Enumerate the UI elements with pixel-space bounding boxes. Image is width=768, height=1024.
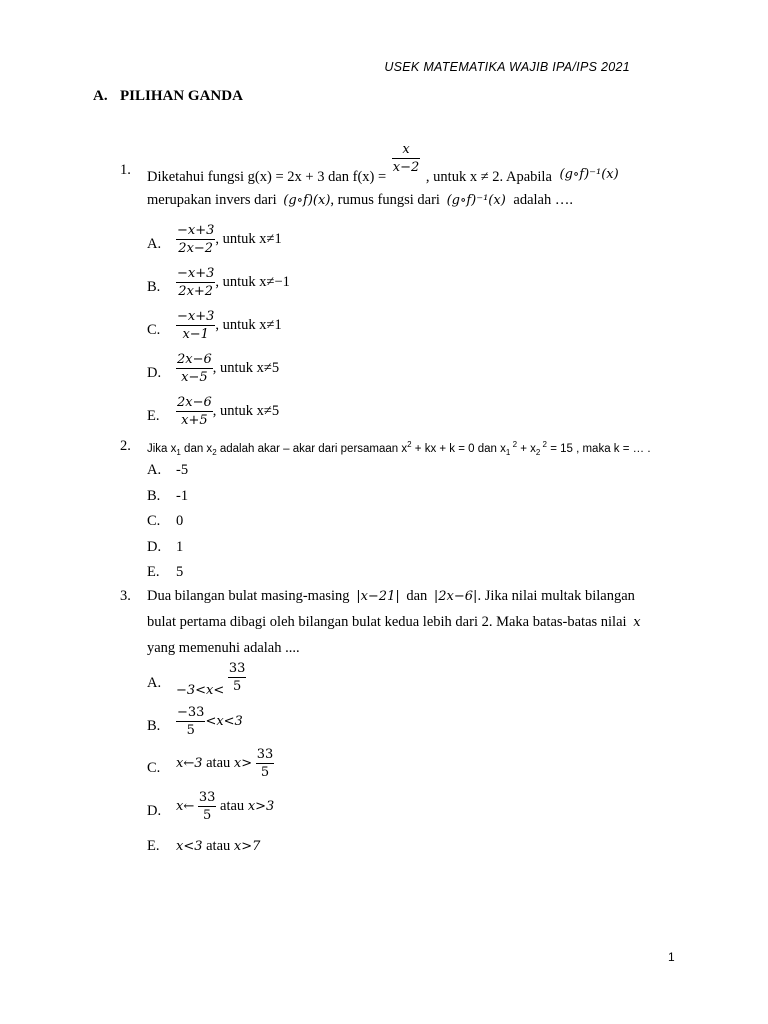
option-d-expr-2: x>3	[247, 798, 275, 814]
question-1	[0, 138, 768, 428]
option-c-expr-2: x>	[233, 755, 253, 771]
option-tail: , untuk x≠−1	[215, 273, 290, 290]
option-label: D.	[147, 365, 162, 381]
question-1-line-2	[147, 192, 573, 209]
abs-expr-1: |x−21|	[356, 589, 400, 604]
option-a-den: 5	[233, 679, 242, 694]
option-e-expr-1: x<3	[176, 839, 203, 854]
abs-expr-2: |2x−6|	[433, 589, 478, 604]
option-numerator: 2x−6	[177, 395, 212, 410]
question-number: 2.	[120, 438, 131, 454]
option-fraction	[176, 310, 215, 341]
question-3	[0, 588, 768, 868]
option-d[interactable]	[176, 791, 274, 822]
option-d-expr-1: x←	[176, 798, 195, 814]
option-fraction	[176, 267, 215, 298]
option-c-expr-1: x←3	[176, 755, 203, 771]
section-letter: A.	[93, 88, 108, 104]
q2-sub-2: 2	[212, 448, 217, 458]
option-denominator: 2x+2	[178, 284, 214, 299]
option-label: C.	[147, 513, 161, 529]
option-c-fraction	[256, 748, 275, 779]
option-d[interactable]	[176, 353, 279, 384]
q3-line-1a: Dua bilangan bulat masing-masing	[147, 588, 350, 604]
q2-sub-1: 1	[176, 448, 181, 458]
option-tail: , untuk x≠5	[212, 359, 280, 376]
option-b[interactable]	[176, 706, 243, 737]
q2-text-e: + x	[517, 442, 536, 455]
option-e[interactable]	[176, 838, 260, 855]
q2-text-c: adalah akar – akar dari persamaan x	[216, 442, 408, 455]
q2-text-a: Jika x	[147, 442, 177, 455]
page-number: 1	[668, 950, 675, 964]
option-numerator: −x+3	[177, 266, 215, 281]
question-2-text	[147, 440, 651, 457]
option-d-atau: atau	[216, 797, 248, 814]
section-title	[93, 88, 243, 105]
f-numerator: x	[392, 143, 421, 159]
question-number: 1.	[120, 162, 131, 178]
option-tail: , untuk x≠5	[212, 402, 280, 419]
option-a[interactable]	[176, 661, 246, 698]
option-a-fraction	[228, 662, 247, 693]
question-1-line-2b: , rumus fungsi dari	[330, 192, 440, 208]
question-2	[0, 438, 768, 583]
section-name: PILIHAN GANDA	[120, 88, 243, 104]
option-a-num: 33	[228, 661, 246, 676]
q2-text-d: + kx + k = 0 dan x	[411, 442, 506, 455]
composition: (g∘f)(x)	[283, 193, 331, 208]
option-numerator: −x+3	[177, 223, 215, 238]
q3-variable-x: x	[633, 615, 641, 630]
option-label: C.	[147, 760, 161, 776]
question-1-intro: Diketahui fungsi g(x) = 2x + 3 dan f(x) =	[147, 168, 387, 185]
option-tail: , untuk x≠1	[215, 316, 282, 333]
option-b[interactable]	[176, 267, 290, 298]
option-label: E.	[147, 408, 160, 424]
option-label: D.	[147, 803, 162, 819]
option-e[interactable]	[176, 396, 279, 427]
option-label: B.	[147, 487, 161, 504]
option-a[interactable]	[176, 224, 282, 255]
question-1-line-2c: adalah ….	[513, 192, 573, 208]
option-numerator: 2x−6	[177, 352, 212, 367]
question-1-line-1	[147, 140, 619, 185]
option-e-atau: atau	[202, 838, 234, 854]
option-label: A.	[147, 462, 162, 478]
q2-sup-a: 2	[407, 440, 412, 449]
f-fraction	[392, 143, 421, 174]
option-c-den: 5	[260, 765, 270, 780]
option-tail: , untuk x≠1	[215, 230, 282, 247]
option-e-expr-2: x>7	[233, 839, 261, 854]
option-d-fraction	[198, 791, 217, 822]
inverse-composition-2: (g∘f)⁻¹(x)	[446, 193, 506, 208]
option-label: B.	[147, 718, 161, 734]
option-fraction	[176, 353, 213, 384]
option-denominator: x+5	[181, 413, 208, 428]
option-b-num: −33	[177, 705, 205, 720]
q2-sub-4: 2	[535, 448, 541, 458]
option-label: C.	[147, 322, 161, 338]
option-label: A.	[147, 675, 162, 691]
option-b-den: 5	[186, 723, 195, 738]
option-c-atau: atau	[202, 754, 234, 771]
q2-text-f: = 15 , maka k = … .	[547, 442, 651, 455]
option-label: E.	[147, 564, 160, 580]
q2-text-b: dan x	[180, 442, 213, 455]
inverse-composition: (g∘f)⁻¹(x)	[559, 166, 619, 182]
option-denominator: x−1	[182, 327, 209, 342]
question-3-line-3: yang memenuhi adalah ....	[147, 640, 300, 656]
f-denominator: x−2	[392, 160, 420, 175]
option-c[interactable]: 0	[176, 513, 184, 529]
option-b-fraction	[176, 706, 205, 737]
option-label: A.	[147, 236, 162, 252]
question-3-line-2	[147, 614, 641, 631]
question-1-condition: , untuk x ≠ 2. Apabila	[425, 168, 552, 185]
question-1-line-2a: merupakan invers dari	[147, 192, 277, 208]
option-label: D.	[147, 538, 162, 555]
option-label: B.	[147, 279, 161, 295]
question-number: 3.	[120, 588, 131, 604]
option-d-den: 5	[202, 808, 212, 823]
q2-sub-3: 1	[505, 448, 511, 458]
option-numerator: −x+3	[177, 309, 215, 324]
document-header: USEK MATEMATIKA WAJIB IPA/IPS 2021	[384, 60, 630, 74]
option-c-num: 33	[256, 747, 274, 762]
option-a-expr: −3<x<	[176, 682, 225, 698]
option-b-expr: <x<3	[205, 713, 243, 729]
q3-line-1b: dan	[406, 588, 428, 604]
option-c[interactable]	[176, 748, 274, 779]
option-d[interactable]: 1	[176, 538, 184, 555]
option-denominator: x−5	[181, 370, 208, 385]
option-c[interactable]	[176, 310, 282, 341]
q3-line-2: bulat pertama dibagi oleh bilangan bulat kedua lebih dari 2. Maka batas-batas nilai	[147, 614, 627, 630]
option-fraction	[176, 224, 215, 255]
option-b[interactable]: -1	[176, 487, 189, 504]
option-fraction	[176, 396, 213, 427]
option-d-num: 33	[198, 790, 216, 805]
option-e[interactable]: 5	[176, 564, 184, 580]
option-a[interactable]: -5	[176, 462, 189, 478]
q2-sup-b: 2	[510, 440, 518, 449]
option-label: E.	[147, 838, 160, 854]
q3-line-1c: . Jika nilai multak bilangan	[477, 588, 635, 604]
question-3-line-1	[147, 588, 675, 605]
q2-sup-c: 2	[540, 440, 547, 449]
option-denominator: 2x−2	[178, 241, 214, 256]
